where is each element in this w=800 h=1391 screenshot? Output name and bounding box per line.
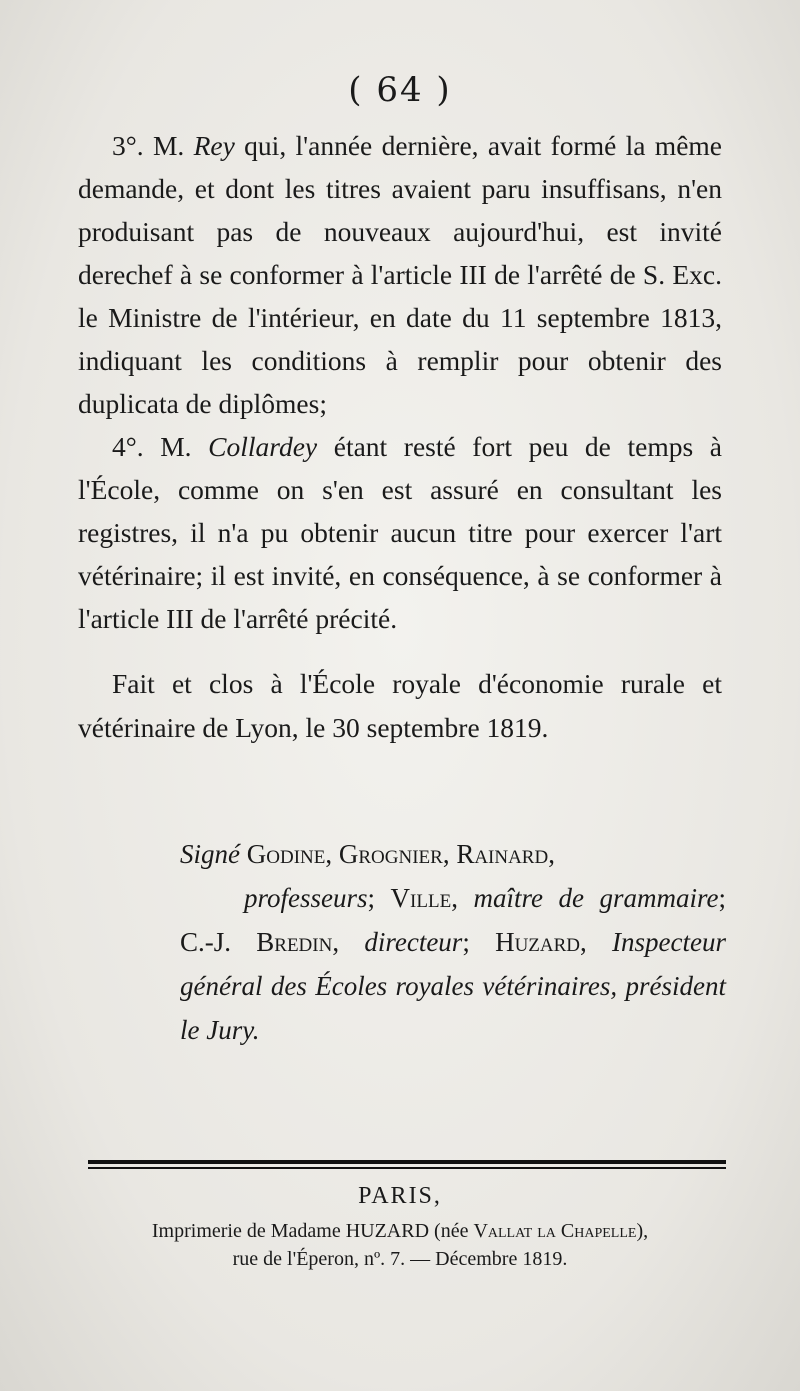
imprint-printer bbox=[70, 1220, 730, 1243]
item-number-4: 4°. M. bbox=[112, 431, 209, 462]
separator: , bbox=[580, 927, 613, 957]
role-inspecteur-general: Inspecteur général des Écoles royales vétérinaires, président le Jury. bbox=[180, 927, 727, 1045]
person-name-rey: Rey bbox=[193, 130, 235, 161]
imprint-rule-thin bbox=[88, 1167, 726, 1169]
paragraph-item-3 bbox=[78, 124, 722, 425]
separator: ; bbox=[462, 927, 496, 957]
imprint-rule-thick bbox=[88, 1160, 726, 1164]
signature-block bbox=[180, 832, 726, 1052]
signatory-bredin: C.-J. Bredin bbox=[180, 927, 333, 957]
signatory-grognier: Grognier bbox=[338, 839, 443, 869]
imprint-address: rue de l'Éperon, nº. 7. — Décembre 1819. bbox=[232, 1248, 568, 1270]
separator: ; bbox=[367, 883, 391, 913]
page-number: ( 64 ) bbox=[348, 70, 452, 110]
separator: , bbox=[332, 927, 365, 957]
person-name-collardey: Collardey bbox=[208, 431, 318, 462]
signatory-ville: Ville bbox=[390, 883, 452, 913]
separator: ; bbox=[718, 883, 726, 913]
item-number-3: 3°. M. bbox=[112, 130, 194, 161]
imprint-city: PARIS, bbox=[358, 1183, 442, 1209]
paragraph-3-text: qui, l'année dernière, avait formé la même demande, et dont les titres avaient paru insuffisans, n'en produisant pas de nouveaux aujourd'hui, est invité derechef à se conformer à l'article III de l'arrêté de S. Exc. le Ministre de l'intérieur, en date du 11 septembre 1813, indiquant les conditions à remplir pour obtenir des duplicata de diplômes; bbox=[78, 130, 722, 419]
printer-maiden-name: Vallat la Chapelle bbox=[473, 1220, 637, 1242]
signatory-godine: Godine bbox=[246, 839, 326, 869]
printer-suffix: ), bbox=[636, 1220, 649, 1242]
signature-continuation bbox=[180, 883, 726, 1045]
paragraph-4-text: étant resté fort peu de temps à l'École, comme on s'en est assuré en consultant les registres, il n'a pu obtenir aucun titre pour exercer l'art vétérinaire; il est invité, en conséquence, à se conformer à l'article III de l'arrêté précité. bbox=[78, 431, 722, 634]
signatory-huzard: Huzard bbox=[495, 927, 581, 957]
separator: , bbox=[325, 839, 339, 869]
closing-decree: Fait et clos à l'École royale d'économie rurale et vétérinaire de Lyon, le 30 septembre 1819. bbox=[78, 668, 722, 743]
paragraph-item-4 bbox=[78, 425, 722, 640]
separator: , bbox=[442, 839, 457, 869]
separator: , bbox=[548, 839, 555, 869]
separator: , bbox=[451, 883, 474, 913]
role-maitre-de-grammaire: maître de grammaire bbox=[473, 883, 719, 913]
signed-label: Signé bbox=[180, 839, 240, 869]
body-text bbox=[78, 124, 722, 750]
role-directeur: directeur bbox=[364, 927, 463, 957]
signatory-rainard: Rainard bbox=[456, 839, 549, 869]
printer-prefix: Imprimerie de Madame HUZARD (née bbox=[151, 1220, 474, 1242]
role-professeurs: professeurs bbox=[244, 883, 368, 913]
